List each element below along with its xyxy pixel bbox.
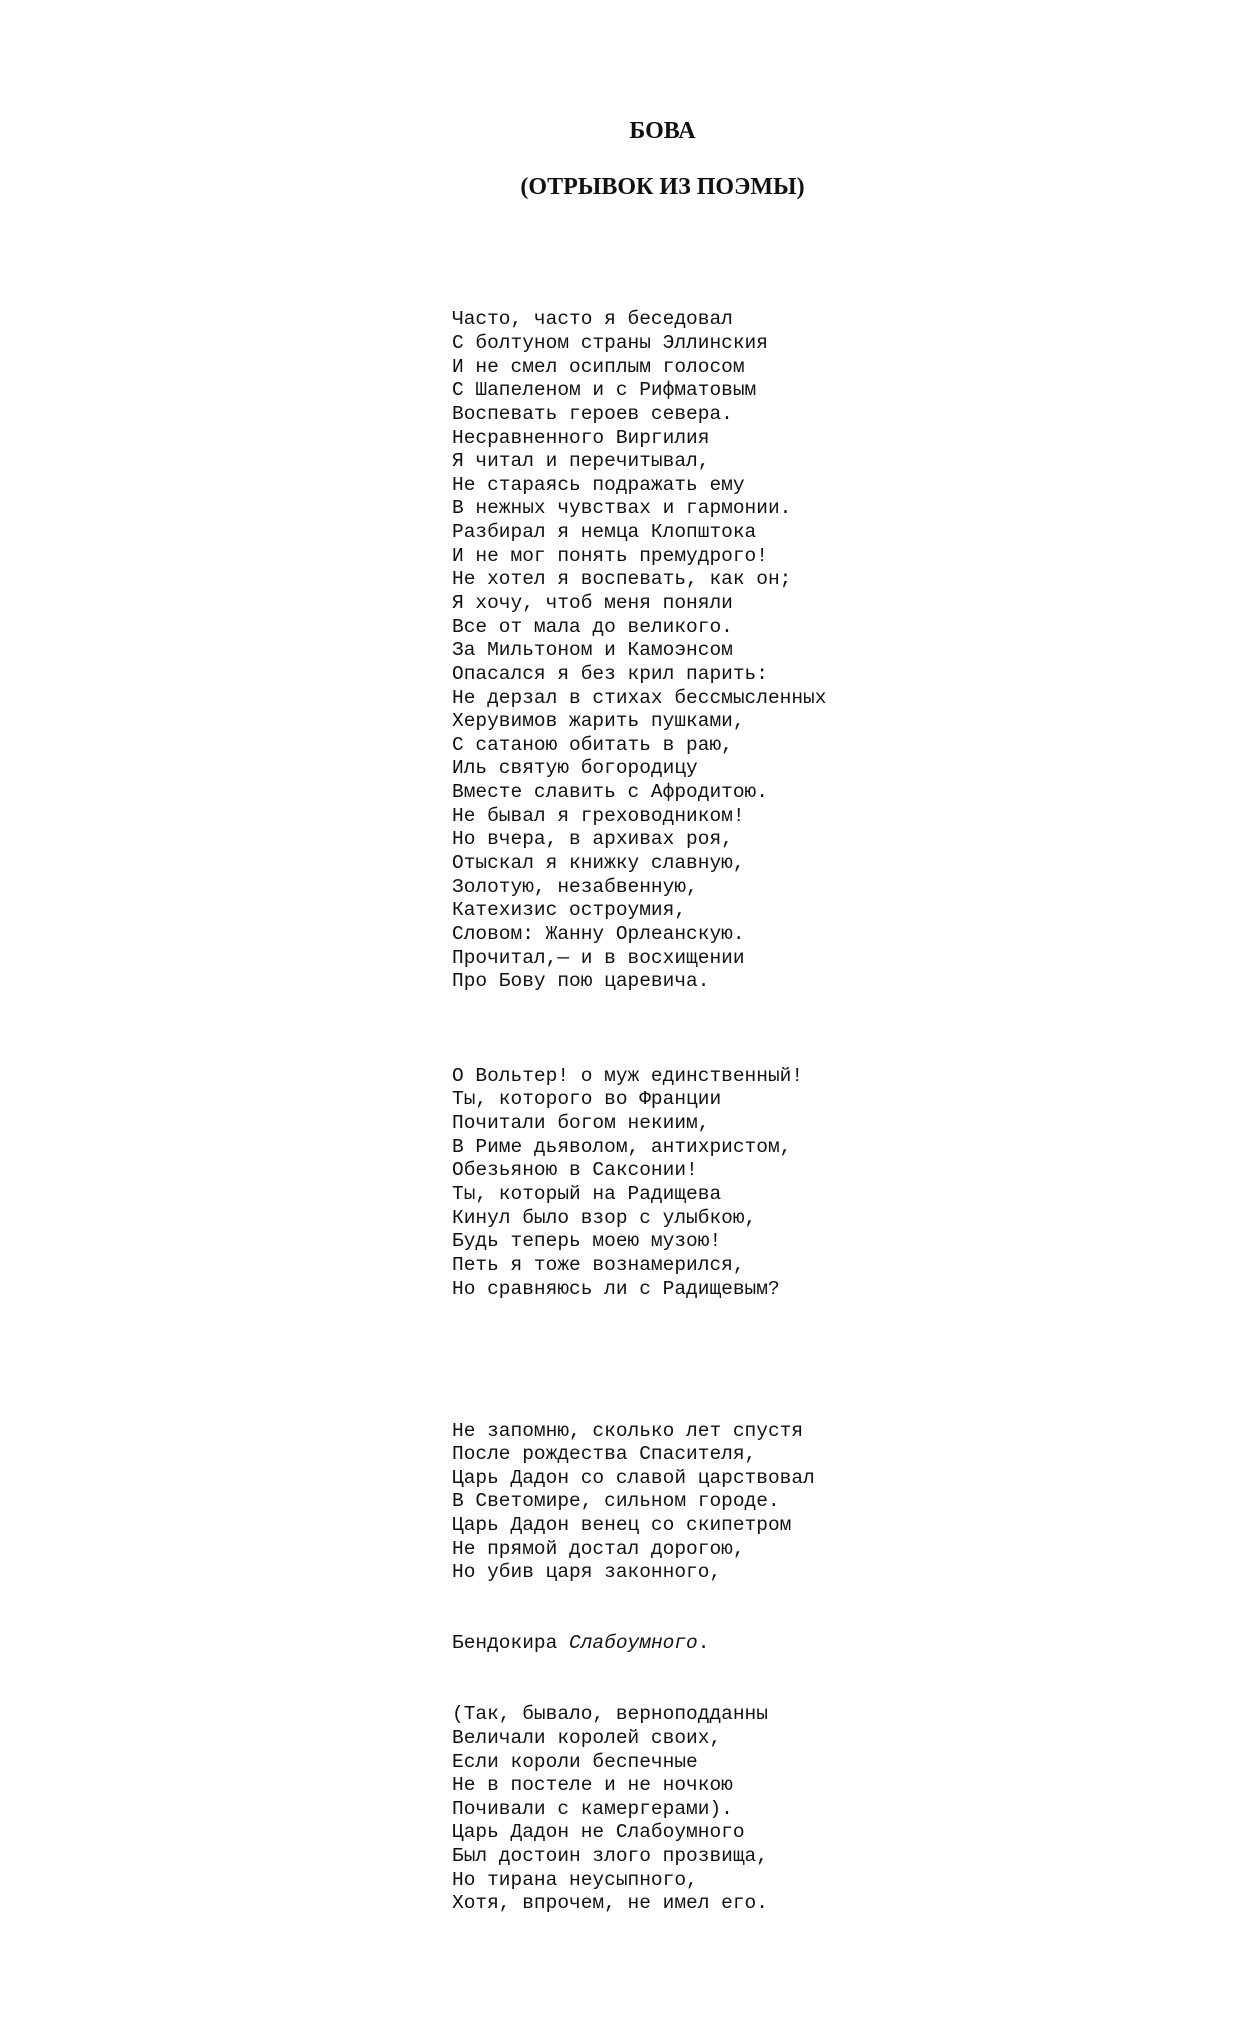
poem-line: И не смел осиплым голосом [452,355,745,378]
poem-line: Воспевать героев севера. [452,402,733,425]
poem-line: Катехизис остроумия, [452,899,687,922]
poem-line: Не стараясь подражать ему [452,473,745,496]
poem-line: Я хочу, чтоб меня поняли [452,592,733,614]
poem-line: Кинул было взор с улыбкою, [452,1206,757,1229]
stanza-1 [452,308,826,994]
poem-subtitle: (ОТРЫВОК ИЗ ПОЭМЫ) [520,174,805,200]
poem-line: Ты, которого во Франции [452,1088,722,1111]
poem-line: Отыскал я книжку славную, [452,852,745,875]
poem-line: Хотя, впрочем, не имел его. [452,1892,768,1915]
em-line-prefix: Бендокира [452,1632,570,1655]
poem-line: В нежных чувствах и гармонии. [452,497,792,520]
poem-line: Обезьяною в Саксонии! [452,1159,698,1182]
poem-line: Если короли беспечные [452,1750,698,1773]
poem-line: Царь Дадон венец со скипетром [452,1514,792,1537]
poem-line: Опасался я без крил парить: [452,662,768,685]
poem-line: Я читал и перечитывал, [452,450,710,473]
poem-line: Разбирал я немца Клопштока [452,521,757,544]
poem-line: Про Бову пою царевича. [452,970,710,993]
poem-line: После рождества Спасителя, [452,1443,757,1466]
poem-line: Херувимов жарить пушками, [452,710,745,733]
poem-line: О Вольтер! о муж единственный! [452,1064,804,1087]
poem-line: Иль святую богородицу [452,757,698,780]
poem-body [452,261,826,2034]
poem-line: В Риме дьяволом, антихристом, [452,1135,792,1158]
poem-line: Почивали с камергерами). [452,1797,733,1820]
poem-line: Прочитал,— и в восхищении [452,946,745,969]
poem-line: Не запомню, сколько лет спустя [452,1419,804,1442]
poem-line: Петь я тоже вознамерился, [452,1253,745,1276]
poem-line: С болтуном страны Эллинския [452,331,768,354]
poem-line: Но тирана неусыпного, [452,1868,698,1891]
stanza-3 [452,1372,826,1963]
poem-line: Но убив царя законного, [452,1561,722,1584]
poem-line: Несравненного Виргилия [452,426,710,449]
em-line-suffix: . [697,1632,710,1655]
poem-line: Будь теперь моею музою! [452,1230,722,1253]
poem-line: Часто, часто я беседовал [452,308,733,331]
poem-line-emphasis [452,1632,826,1656]
stanza-2 [452,1065,826,1301]
poem-line: Не хотел я воспевать, как он; [452,568,792,591]
em-line-italic-word: Слабоумного [569,1632,698,1655]
poem-line: Величали королей своих, [452,1726,722,1749]
poem-line: Не прямой достал дорогою, [452,1537,745,1560]
poem-line: Все от мала до великого. [452,615,733,638]
poem-line: Не бывал я греховодником! [452,804,745,827]
poem-line: За Мильтоном и Камоэнсом [452,639,733,662]
poem-line: Но сравняюсь ли с Радищевым? [452,1277,780,1300]
poem-line: Почитали богом некиим, [452,1112,710,1135]
poem-line: Царь Дадон не Слабоумного [452,1821,745,1844]
poem-line: (Так, бывало, верноподданны [452,1703,768,1726]
poem-line: Ты, который на Радищева [452,1183,722,1206]
poem-line: В Светомире, сильном городе. [452,1490,780,1513]
poem-line: Словом: Жанну Орлеанскую. [452,922,745,945]
poem-line: Не дерзал в стихах бессмысленных [452,686,827,709]
poem-line: Золотую, незабвенную, [452,875,698,898]
poem-line: Царь Дадон со славой царствовал [452,1466,815,1489]
poem-line: С Шапеленом и с Рифматовым [452,379,757,402]
poem-line: Вместе славить с Афродитою. [452,781,768,804]
poem-line: Был достоин злого прозвища, [452,1845,768,1868]
poem-title: БОВА [629,118,696,144]
poem-line: Не в постеле и не ночкою [452,1774,733,1797]
poem-line: И не мог понять премудрого! [452,544,768,567]
poem-line: Но вчера, в архивах роя, [452,828,733,851]
poem-line: С сатаною обитать в раю, [452,733,733,756]
